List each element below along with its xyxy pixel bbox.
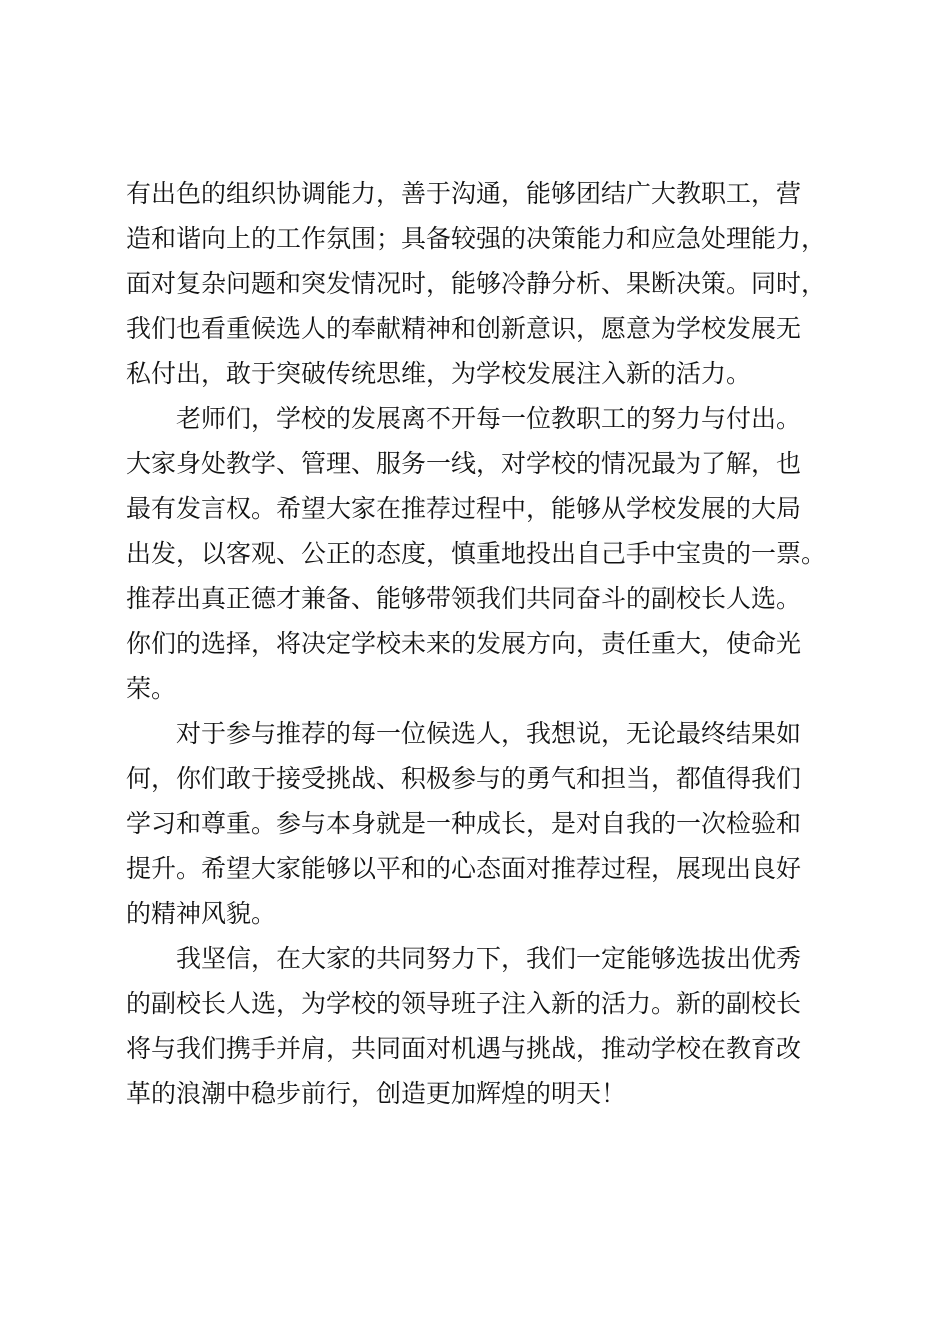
text-line: 何，你们敢于接受挑战、积极参与的勇气和担当，都值得我们: [126, 764, 802, 793]
text-line: 我们也看重候选人的奉献精神和创新意识，愿意为学校发展无: [126, 314, 802, 343]
text-line: 学习和尊重。参与本身就是一种成长，是对自我的一次检验和: [126, 809, 802, 838]
text-line: 造和谐向上的工作氛围；具备较强的决策能力和应急处理能力，: [126, 224, 827, 253]
paragraph-1: [126, 171, 862, 396]
text-line: 面对复杂问题和突发情况时，能够冷静分析、果断决策。同时，: [126, 269, 827, 298]
paragraph-4: [126, 936, 862, 1116]
text-line: 的副校长人选，为学校的领导班子注入新的活力。新的副校长: [126, 989, 802, 1018]
paragraph-3: [126, 711, 862, 936]
text-line: 有出色的组织协调能力，善于沟通，能够团结广大教职工，营: [126, 179, 802, 208]
text-line: 荣。: [126, 674, 177, 703]
text-line: 推荐出真正德才兼备、能够带领我们共同奋斗的副校长人选。: [126, 584, 802, 613]
document-body: [126, 171, 862, 1116]
text-line: 提升。希望大家能够以平和的心态面对推荐过程，展现出良好: [126, 854, 802, 883]
text-line: 私付出，敢于突破传统思维，为学校发展注入新的活力。: [126, 359, 752, 388]
text-line: 我坚信，在大家的共同努力下，我们一定能够选拔出优秀: [176, 944, 802, 973]
text-line: 革的浪潮中稳步前行，创造更加辉煌的明天！: [126, 1079, 627, 1108]
text-line: 老师们，学校的发展离不开每一位教职工的努力与付出。: [176, 404, 802, 433]
text-line: 最有发言权。希望大家在推荐过程中，能够从学校发展的大局: [126, 494, 802, 523]
text-line: 对于参与推荐的每一位候选人，我想说，无论最终结果如: [176, 719, 802, 748]
text-line: 的精神风貌。: [126, 899, 277, 928]
text-line: 大家身处教学、管理、服务一线，对学校的情况最为了解，也: [126, 449, 802, 478]
paragraph-2: [126, 396, 862, 711]
text-line: 出发，以客观、公正的态度，慎重地投出自己手中宝贵的一票。: [126, 539, 827, 568]
text-line: 将与我们携手并肩，共同面对机遇与挑战，推动学校在教育改: [126, 1034, 802, 1063]
text-line: 你们的选择，将决定学校未来的发展方向，责任重大，使命光: [126, 629, 802, 658]
